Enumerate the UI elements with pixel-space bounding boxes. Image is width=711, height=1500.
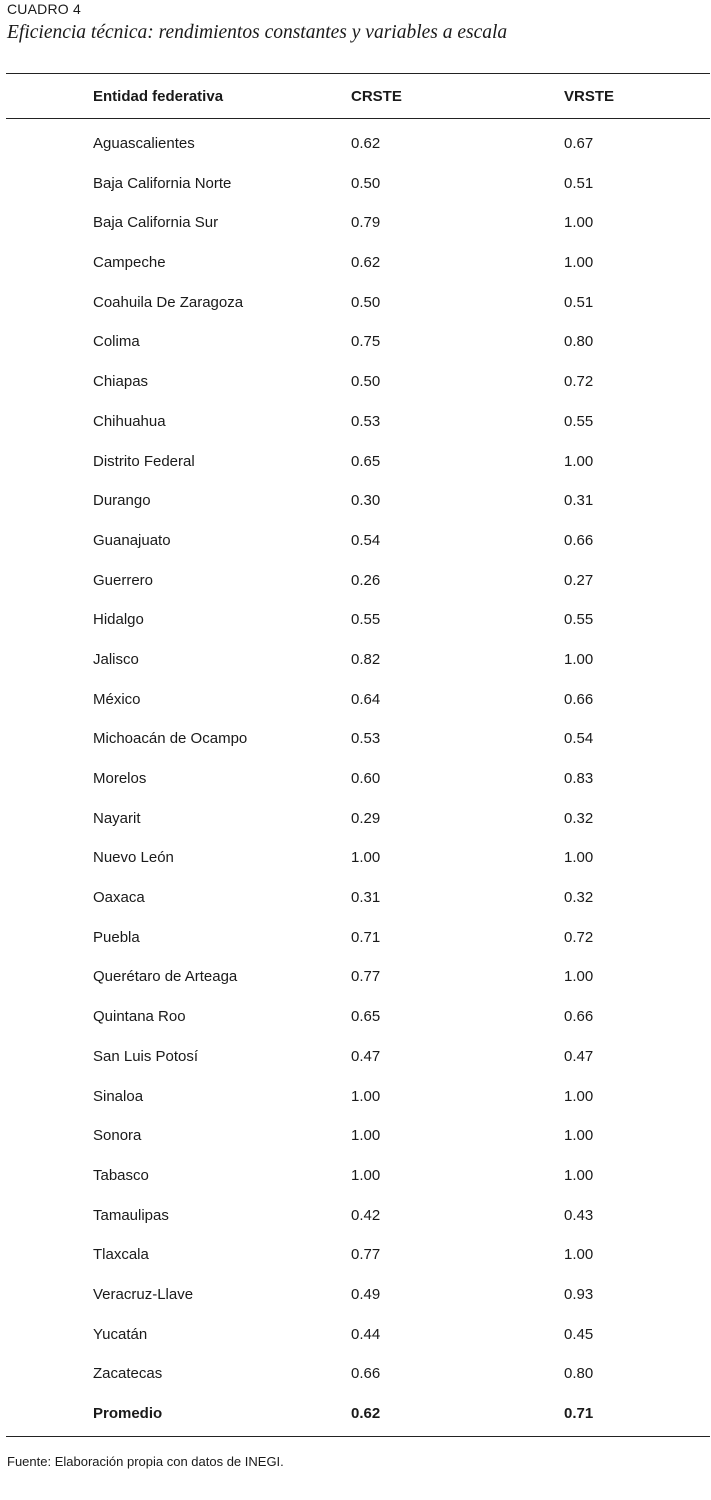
header-rule <box>6 118 710 119</box>
cell-crste: 0.50 <box>351 293 381 311</box>
cell-entity: Campeche <box>93 254 166 272</box>
table-row <box>0 650 711 670</box>
cell-crste: 0.77 <box>351 968 381 986</box>
cell-vrste: 0.51 <box>564 293 594 311</box>
cell-entity: Baja California Norte <box>93 174 232 192</box>
cell-entity: Jalisco <box>93 650 139 668</box>
cell-vrste: 0.71 <box>564 1405 594 1422</box>
cell-entity: Tamaulipas <box>93 1206 169 1224</box>
table-row <box>0 1007 711 1027</box>
cell-vrste: 0.55 <box>564 611 594 629</box>
cell-vrste: 0.45 <box>564 1325 594 1343</box>
table-row <box>0 928 711 948</box>
cell-entity: Hidalgo <box>93 611 144 629</box>
cell-crste: 0.30 <box>351 492 381 510</box>
cell-vrste: 0.66 <box>564 690 594 708</box>
table-row <box>0 531 711 551</box>
cell-crste: 0.49 <box>351 1285 381 1303</box>
table-row <box>0 1126 711 1146</box>
cell-entity: Morelos <box>93 770 147 787</box>
table-row <box>0 1285 711 1305</box>
cell-crste: 0.47 <box>351 1047 381 1065</box>
table-row <box>0 1166 711 1186</box>
cell-vrste: 0.80 <box>564 333 594 351</box>
header-crste: CRSTE <box>351 88 402 105</box>
cell-entity: Guerrero <box>93 571 154 589</box>
cell-entity: Puebla <box>93 928 140 946</box>
table-row <box>0 174 711 194</box>
table-body <box>0 134 711 1424</box>
table-row <box>0 332 711 352</box>
cell-crste: 0.60 <box>351 770 381 787</box>
cell-vrste: 0.72 <box>564 928 594 946</box>
cell-vrste: 0.66 <box>564 531 594 549</box>
cell-vrste: 1.00 <box>564 452 594 470</box>
cell-entity: Oaxaca <box>93 889 145 907</box>
table-row <box>0 571 711 591</box>
cell-vrste: 0.32 <box>564 809 594 827</box>
cell-entity: Sinaloa <box>93 1087 144 1105</box>
cell-crste: 0.53 <box>351 730 381 748</box>
cell-entity: Sonora <box>93 1127 142 1145</box>
cell-crste: 0.62 <box>351 1405 381 1422</box>
cell-entity: Promedio <box>93 1405 163 1422</box>
cell-vrste: 1.00 <box>564 1166 594 1184</box>
cell-crste: 0.64 <box>351 690 381 708</box>
table-row <box>0 888 711 908</box>
table-row <box>0 1325 711 1345</box>
cell-entity: Baja California Sur <box>93 214 219 232</box>
cell-vrste: 1.00 <box>564 1087 594 1105</box>
cell-vrste: 1.00 <box>564 849 594 867</box>
cell-crste: 0.62 <box>351 254 381 272</box>
cell-vrste: 0.72 <box>564 373 594 391</box>
cell-crste: 0.62 <box>351 135 381 152</box>
cell-entity: Tabasco <box>93 1166 149 1184</box>
cell-crste: 0.66 <box>351 1365 381 1383</box>
cell-crste: 0.53 <box>351 412 381 430</box>
cell-vrste: 0.55 <box>564 412 594 430</box>
table-row <box>0 1047 711 1067</box>
table-title: Eficiencia técnica: rendimientos constantes y variables a escala <box>7 22 508 43</box>
table-row <box>0 412 711 432</box>
cell-entity: Querétaro de Arteaga <box>93 968 238 986</box>
table-row <box>0 491 711 511</box>
cell-entity: Michoacán de Ocampo <box>93 730 248 748</box>
header-vrste: VRSTE <box>564 88 615 105</box>
cell-crste: 0.65 <box>351 452 381 470</box>
cell-crste: 0.65 <box>351 1008 381 1026</box>
cell-entity: Guanajuato <box>93 531 171 549</box>
cell-crste: 0.77 <box>351 1246 381 1264</box>
cell-crste: 0.50 <box>351 373 381 391</box>
cell-crste: 0.29 <box>351 809 381 827</box>
table-header <box>0 88 711 110</box>
cell-entity: Aguascalientes <box>93 135 195 152</box>
cell-entity: Tlaxcala <box>93 1246 149 1264</box>
cell-crste: 0.75 <box>351 333 381 351</box>
table-row <box>0 213 711 233</box>
cell-vrste: 0.93 <box>564 1285 594 1303</box>
table-row <box>0 729 711 749</box>
cell-entity: Nayarit <box>93 809 141 827</box>
cell-entity: Chiapas <box>93 373 149 391</box>
table-row <box>0 1087 711 1107</box>
cell-entity: Chihuahua <box>93 412 166 430</box>
table-row <box>0 967 711 987</box>
table-row <box>0 1245 711 1265</box>
cell-crste: 0.82 <box>351 650 381 668</box>
cell-vrste: 0.66 <box>564 1008 594 1026</box>
cell-vrste: 0.51 <box>564 174 594 192</box>
cell-crste: 1.00 <box>351 1166 381 1184</box>
cell-crste: 0.26 <box>351 571 381 589</box>
table-label: CUADRO 4 <box>7 1 81 17</box>
cell-vrste: 1.00 <box>564 254 594 272</box>
table-row <box>0 848 711 868</box>
table-row <box>0 372 711 392</box>
header-entity: Entidad federativa <box>93 88 224 105</box>
table-row <box>0 769 711 789</box>
cell-entity: Veracruz-Llave <box>93 1285 194 1303</box>
cell-vrste: 0.80 <box>564 1365 594 1383</box>
cell-vrste: 0.43 <box>564 1206 594 1224</box>
cell-entity: Yucatán <box>93 1325 148 1343</box>
table-row <box>0 690 711 710</box>
cell-crste: 0.44 <box>351 1325 381 1343</box>
table-row <box>0 293 711 313</box>
cell-vrste: 0.54 <box>564 730 594 748</box>
cell-vrste: 0.47 <box>564 1047 594 1065</box>
cell-vrste: 1.00 <box>564 1127 594 1145</box>
table-row-total <box>0 1404 711 1424</box>
cell-crste: 1.00 <box>351 1127 381 1145</box>
cell-crste: 0.79 <box>351 214 381 232</box>
cell-entity: San Luis Potosí <box>93 1047 199 1065</box>
cell-crste: 1.00 <box>351 849 381 867</box>
cell-entity: Distrito Federal <box>93 452 195 470</box>
cell-crste: 1.00 <box>351 1087 381 1105</box>
cell-entity: Zacatecas <box>93 1365 163 1383</box>
cell-entity: México <box>93 690 141 708</box>
cell-crste: 0.71 <box>351 928 381 946</box>
cell-entity: Durango <box>93 492 151 510</box>
table-row <box>0 1206 711 1226</box>
cell-vrste: 1.00 <box>564 1246 594 1264</box>
cell-crste: 0.31 <box>351 889 381 907</box>
table-row <box>0 452 711 472</box>
cell-entity: Nuevo León <box>93 849 174 867</box>
cell-entity: Colima <box>93 333 140 351</box>
table-row <box>0 1364 711 1384</box>
cell-crste: 0.50 <box>351 174 381 192</box>
cell-crste: 0.42 <box>351 1206 381 1224</box>
top-rule <box>6 73 710 74</box>
cell-vrste: 0.83 <box>564 770 594 787</box>
cell-crste: 0.54 <box>351 531 381 549</box>
cell-entity: Coahuila De Zaragoza <box>93 293 244 311</box>
cell-vrste: 1.00 <box>564 968 594 986</box>
table-row <box>0 253 711 273</box>
table-row <box>0 809 711 829</box>
bottom-rule <box>6 1436 710 1437</box>
cell-vrste: 1.00 <box>564 214 594 232</box>
source-note: Fuente: Elaboración propia con datos de INEGI. <box>7 1454 284 1469</box>
cell-entity: Quintana Roo <box>93 1008 186 1026</box>
cell-crste: 0.55 <box>351 611 381 629</box>
cell-vrste: 0.32 <box>564 889 594 907</box>
cell-vrste: 0.31 <box>564 492 594 510</box>
cell-vrste: 0.27 <box>564 571 594 589</box>
table-row <box>0 134 711 154</box>
cell-vrste: 0.67 <box>564 135 594 152</box>
cell-vrste: 1.00 <box>564 650 594 668</box>
table-row <box>0 610 711 630</box>
